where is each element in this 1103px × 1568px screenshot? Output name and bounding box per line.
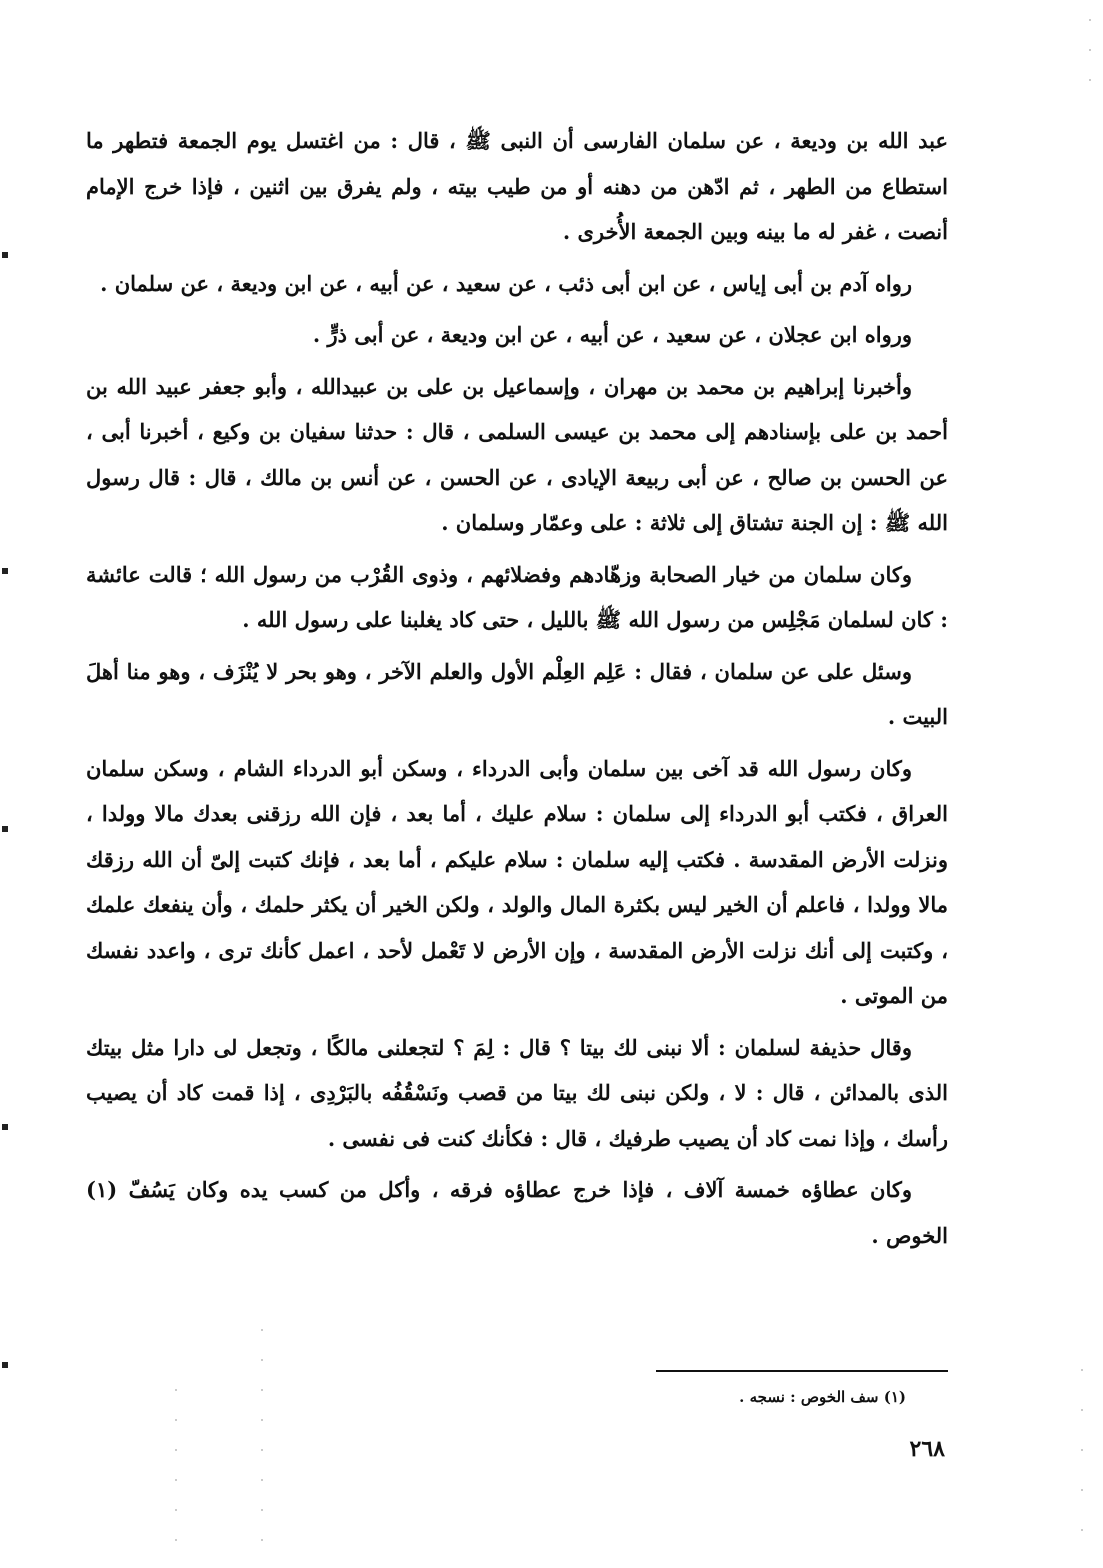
paragraph-8: وقال حذيفة لسلمان : ألا نبنى لك بيتا ؟ قال : لِمَ ؟ لتجعلنى مالكًا ، وتجعل لى دارا مثل بيتك الذى بالمدائن ، قال : لا ، ولكن نبنى لك بيتا من قصب ونَسْقُفُه بالبَرْدِى ، إذا قمت كاد أن يصيب رأسك ، وإذا نمت كاد أن يصيب طرفيك ، قال : فكأنك كنت فى نفسى .	[86, 1034, 948, 1151]
paragraph-3: ورواه ابن عجلان ، عن سعيد ، عن أبيه ، عن ابن وديعة ، عن أبى ذرٍّ .	[312, 322, 912, 347]
paragraph-4: وأخبرنا إبراهيم بن محمد بن مهران ، وإسماعيل بن على بن عبيدالله ، وأبو جعفر عبيد الله بن أحمد بن على بإسنادهم إلى محمد بن عيسى السلمى ، قال : حدثنا سفيان بن وكيع ، أخبرنا أبى ، عن الحسن بن صالح ، عن أبى ربيعة الإيادى ، عن الحسن ، عن أنس بن مالك ، قال : قال رسول الله ﷺ : إن الجنة تشتاق إلى ثلاثة : على وعمّار وسلمان .	[86, 373, 948, 535]
scan-margin-mark	[2, 252, 8, 258]
scan-margin-mark	[2, 1124, 8, 1130]
footnote-divider	[656, 1370, 948, 1372]
scan-margin-mark	[2, 826, 8, 832]
paragraph-5: وكان سلمان من خيار الصحابة وزهّادهم وفضلائهم ، وذوى القُرْب من رسول الله ؛ قالت عائشة : كان لسلمان مَجْلِس من رسول الله ﷺ بالليل ، حتى كاد يغلبنا على رسول الله .	[86, 561, 948, 632]
paragraph-2: رواه آدم بن أبى إياس ، عن ابن أبى ذئب ، عن سعيد ، عن أبيه ، عن ابن وديعة ، عن سلمان .	[100, 270, 912, 296]
scan-margin-mark	[2, 1362, 8, 1368]
paragraph-9: وكان عطاؤه خمسة آلاف ، فإذا خرج عطاؤه فرقه ، وأكل من كسب يده وكان يَسُفّ (١) الخوص .	[86, 1177, 948, 1248]
main-text	[86, 118, 948, 1264]
scan-margin-mark	[2, 568, 8, 574]
paragraph-7: وكان رسول الله قد آخى بين سلمان وأبى الدرداء ، وسكن أبو الدرداء الشام ، وسكن سلمان العراق ، فكتب أبو الدرداء إلى سلمان : سلام عليك ، أما بعد ، فإن الله رزقنى بعدك مالا وولدا ، ونزلت الأرض المقدسة . فكتب إليه سلمان : سلام عليكم ، أما بعد ، فإنك كتبت إلىّ أن الله رزقك مالا وولدا ، فاعلم أن الخير ليس بكثرة المال والولد ، ولكن الخير أن يكثر حلمك ، وأن ينفعك علمك ، وكتبت إلى أنك نزلت الأرض المقدسة ، وإن الأرض لا تَعْمل لأحد ، اعمل كأنك ترى ، واعدد نفسك من الموتى .	[86, 755, 948, 1008]
paragraph-6: وسئل على عن سلمان ، فقال : عَلِم العِلْم الأول والعلم الآخر ، وهو بحر لا يُنْزَف ، وهو منا أهلَ البيت .	[86, 658, 948, 729]
paragraph-1: عبد الله بن وديعة ، عن سلمان الفارسى أن النبى ﷺ ، قال : من اغتسل يوم الجمعة فتطهر ما استطاع من الطهر ، ثم ادّهن من دهنه أو من طيب بيته ، ولم يفرق بين اثنين ، فإذا خرج الإمام أنصت ، غفر له ما بينه وبين الجمعة الأُخرى .	[86, 128, 948, 244]
footnote: (١) سف الخوص : نسجه .	[739, 1388, 906, 1406]
page-number: ٢٦٨	[909, 1436, 945, 1462]
